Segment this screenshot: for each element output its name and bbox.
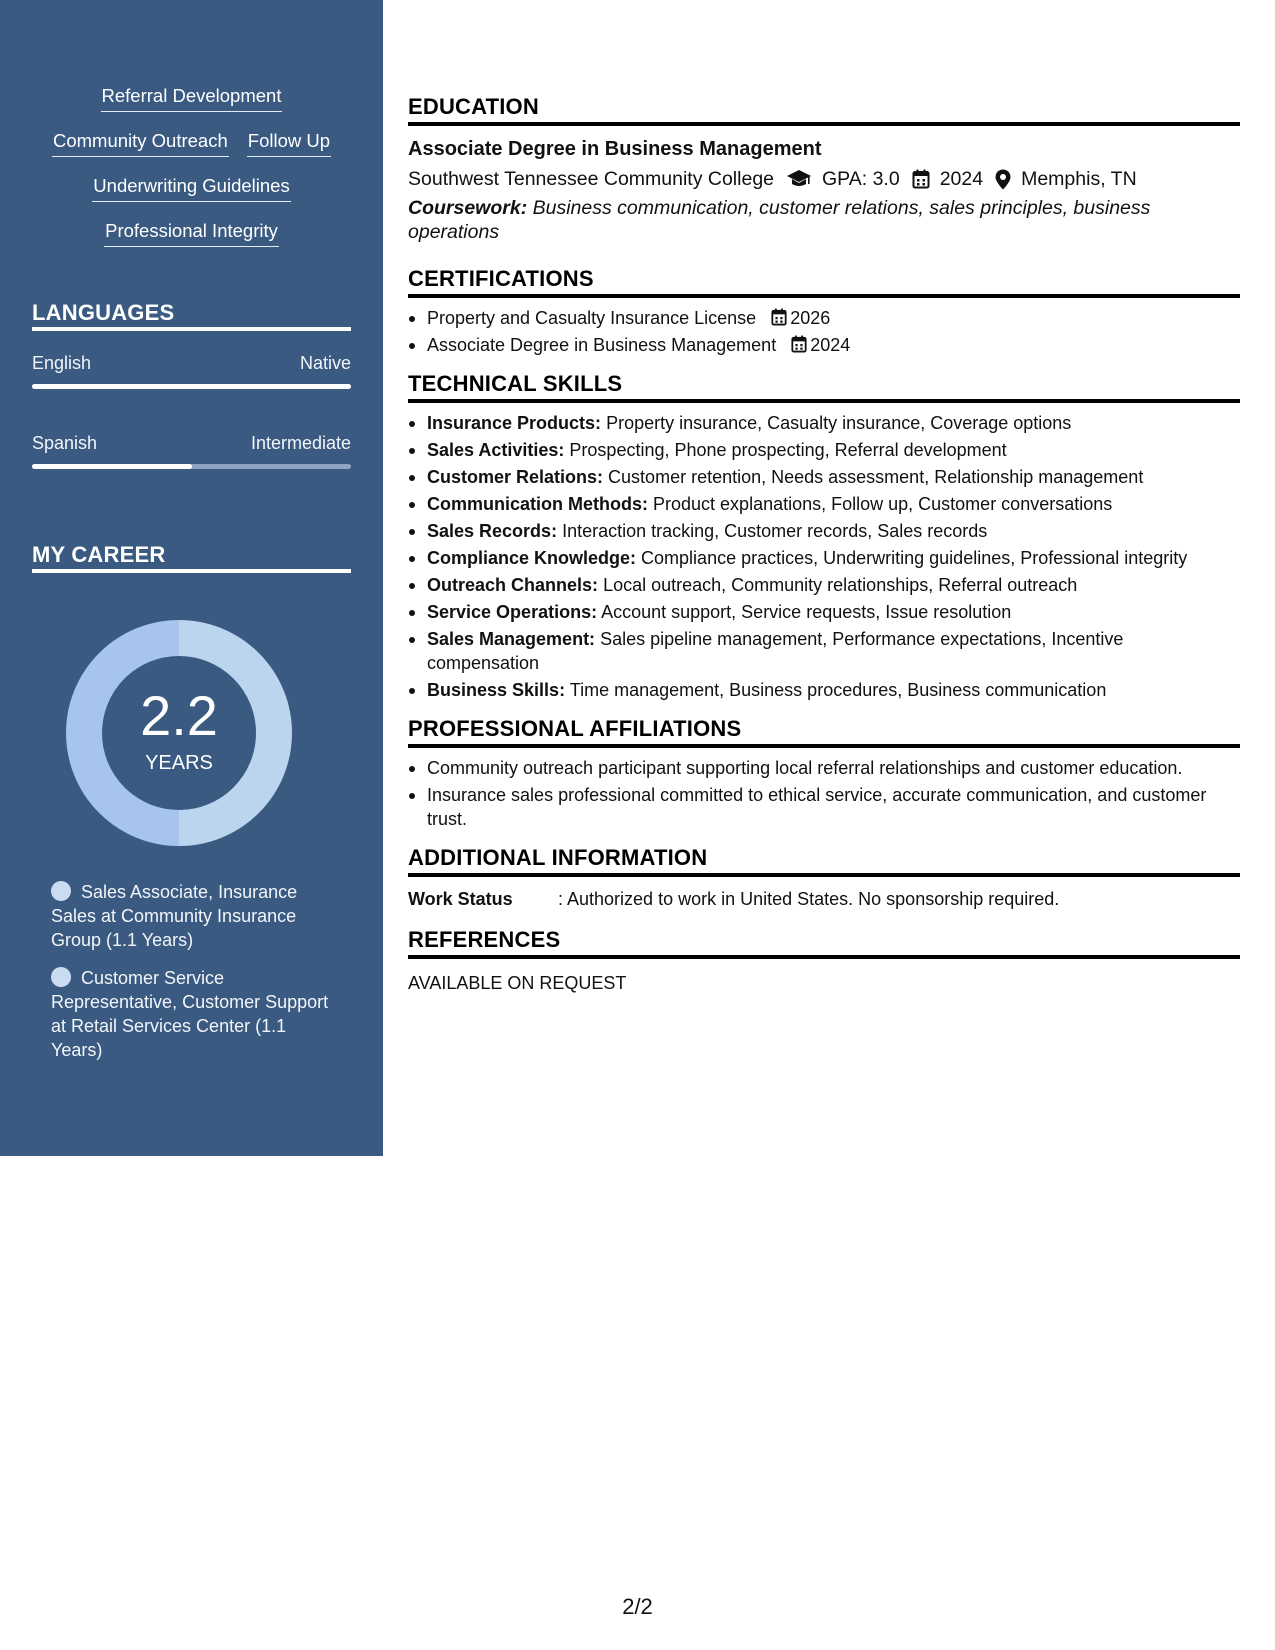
skill-text: Sales pipeline management, Performance expectations, Incentive compensation bbox=[427, 629, 1124, 673]
degree-title: Associate Degree in Business Management bbox=[408, 138, 822, 160]
skill-label: Sales Management: bbox=[427, 629, 596, 649]
certification-item bbox=[408, 333, 1240, 357]
sidebar bbox=[0, 0, 383, 1156]
skill-item bbox=[408, 546, 1240, 570]
certification-name: Property and Casualty Insurance License bbox=[427, 308, 757, 328]
skill-tag: Underwriting Guidelines bbox=[92, 174, 290, 202]
language-bar-fill bbox=[32, 384, 351, 389]
languages-heading: LANGUAGES bbox=[32, 300, 351, 331]
skill-item bbox=[408, 678, 1240, 702]
education-heading: EDUCATION bbox=[408, 92, 1240, 126]
career-item bbox=[51, 966, 341, 1062]
calendar-icon bbox=[771, 308, 787, 326]
skill-tag: Professional Integrity bbox=[104, 219, 279, 247]
skill-label: Compliance Knowledge: bbox=[427, 548, 637, 568]
affiliation-item: Insurance sales professional committed to ethical service, accurate communication, and customer trust. bbox=[408, 783, 1240, 831]
skill-tag: Community Outreach bbox=[52, 129, 229, 157]
skill-item bbox=[408, 492, 1240, 516]
certifications-heading: CERTIFICATIONS bbox=[408, 264, 1240, 298]
additional-info-heading: ADDITIONAL INFORMATION bbox=[408, 843, 1240, 877]
skill-text: Property insurance, Casualty insurance, Coverage options bbox=[606, 413, 1072, 433]
skill-text: Compliance practices, Underwriting guidelines, Professional integrity bbox=[641, 548, 1188, 568]
career-list bbox=[51, 880, 341, 1076]
legend-dot-icon bbox=[51, 881, 71, 901]
career-role: Customer Service Representative, Customer Support at Retail Services Center (1.1 Years) bbox=[51, 968, 329, 1060]
certification-year: 2024 bbox=[810, 335, 851, 355]
career-item bbox=[51, 880, 341, 952]
affiliation-item: Community outreach participant supporting local referral relationships and customer education. bbox=[408, 756, 1240, 780]
graduation-year: 2024 bbox=[939, 168, 984, 190]
references-text: AVAILABLE ON REQUEST bbox=[408, 973, 627, 993]
career-donut bbox=[66, 620, 292, 846]
skill-label: Insurance Products: bbox=[427, 413, 602, 433]
work-status-value: : Authorized to work in United States. No sponsorship required. bbox=[558, 889, 1060, 909]
career-role: Sales Associate, Insurance Sales at Community Insurance Group (1.1 Years) bbox=[51, 882, 298, 950]
certification-year: 2026 bbox=[790, 308, 831, 328]
language-name: English bbox=[32, 353, 92, 373]
skill-text: Prospecting, Phone prospecting, Referral development bbox=[569, 440, 1007, 460]
career-section bbox=[32, 542, 351, 573]
work-status-row bbox=[408, 887, 1240, 911]
skill-tag-row bbox=[0, 174, 383, 219]
certifications-section bbox=[408, 264, 1240, 357]
technical-skills-list bbox=[408, 411, 1240, 702]
calendar-icon bbox=[791, 335, 807, 353]
school-name: Southwest Tennessee Community College bbox=[408, 168, 775, 190]
language-bar-fill bbox=[32, 464, 192, 469]
skill-item bbox=[408, 438, 1240, 462]
skill-item bbox=[408, 600, 1240, 624]
skill-label: Sales Records: bbox=[427, 521, 558, 541]
skill-text: Time management, Business procedures, Business communication bbox=[569, 680, 1107, 700]
certifications-list bbox=[408, 306, 1240, 357]
calendar-icon bbox=[912, 169, 930, 189]
career-unit: YEARS bbox=[145, 752, 213, 774]
coursework-text: Business communication, customer relations, sales principles, business operations bbox=[408, 197, 1151, 243]
language-name: Spanish bbox=[32, 433, 98, 453]
language-row bbox=[32, 433, 351, 454]
skill-label: Outreach Channels: bbox=[427, 575, 599, 595]
legend-dot-icon bbox=[51, 967, 71, 987]
references-section bbox=[408, 925, 1240, 995]
skill-label: Business Skills: bbox=[427, 680, 566, 700]
skill-label: Communication Methods: bbox=[427, 494, 648, 514]
location-pin-icon bbox=[995, 169, 1011, 190]
affiliations-heading: PROFESSIONAL AFFILIATIONS bbox=[408, 714, 1240, 748]
references-heading: REFERENCES bbox=[408, 925, 1240, 959]
skill-text: Product explanations, Follow up, Customer conversations bbox=[653, 494, 1113, 514]
main-content bbox=[408, 92, 1240, 995]
affiliations-list bbox=[408, 756, 1240, 831]
skill-text: Interaction tracking, Customer records, Sales records bbox=[562, 521, 988, 541]
education-details bbox=[408, 166, 1240, 192]
career-heading: MY CAREER bbox=[32, 542, 351, 573]
skill-tag: Referral Development bbox=[101, 84, 283, 112]
language-level: Intermediate bbox=[250, 433, 351, 453]
language-bar bbox=[32, 464, 351, 469]
technical-skills-heading: TECHNICAL SKILLS bbox=[408, 369, 1240, 403]
language-level: Native bbox=[299, 353, 351, 373]
skill-item bbox=[408, 411, 1240, 435]
languages-section bbox=[32, 300, 351, 469]
career-total: 2.2 bbox=[140, 684, 218, 747]
skill-label: Service Operations: bbox=[427, 602, 598, 622]
page-number: 2/2 bbox=[622, 1594, 653, 1619]
language-bar bbox=[32, 384, 351, 389]
skill-text: Account support, Service requests, Issue resolution bbox=[601, 602, 1012, 622]
additional-info-section bbox=[408, 843, 1240, 911]
skill-text: Customer retention, Needs assessment, Relationship management bbox=[608, 467, 1144, 487]
skill-tag: Follow Up bbox=[247, 129, 331, 157]
skill-tag-row bbox=[0, 129, 383, 174]
skill-text: Local outreach, Community relationships, Referral outreach bbox=[603, 575, 1078, 595]
coursework-label: Coursework: bbox=[408, 197, 528, 219]
skill-tags bbox=[0, 84, 383, 264]
affiliations-section bbox=[408, 714, 1240, 831]
skill-label: Customer Relations: bbox=[427, 467, 604, 487]
skill-item bbox=[408, 465, 1240, 489]
skill-item bbox=[408, 573, 1240, 597]
skill-item bbox=[408, 519, 1240, 543]
skill-tag-row bbox=[0, 219, 383, 264]
technical-skills-section bbox=[408, 369, 1240, 702]
skill-tag-row bbox=[0, 84, 383, 129]
skill-item bbox=[408, 627, 1240, 675]
gpa: GPA: 3.0 bbox=[822, 168, 900, 190]
work-status-label: Work Status bbox=[408, 889, 513, 909]
certification-name: Associate Degree in Business Management bbox=[427, 335, 777, 355]
certification-item bbox=[408, 306, 1240, 330]
skill-label: Sales Activities: bbox=[427, 440, 565, 460]
language-row bbox=[32, 353, 351, 374]
coursework bbox=[408, 196, 1240, 244]
education-section bbox=[408, 92, 1240, 244]
graduation-cap-icon bbox=[786, 169, 812, 189]
school-location: Memphis, TN bbox=[1021, 168, 1137, 190]
